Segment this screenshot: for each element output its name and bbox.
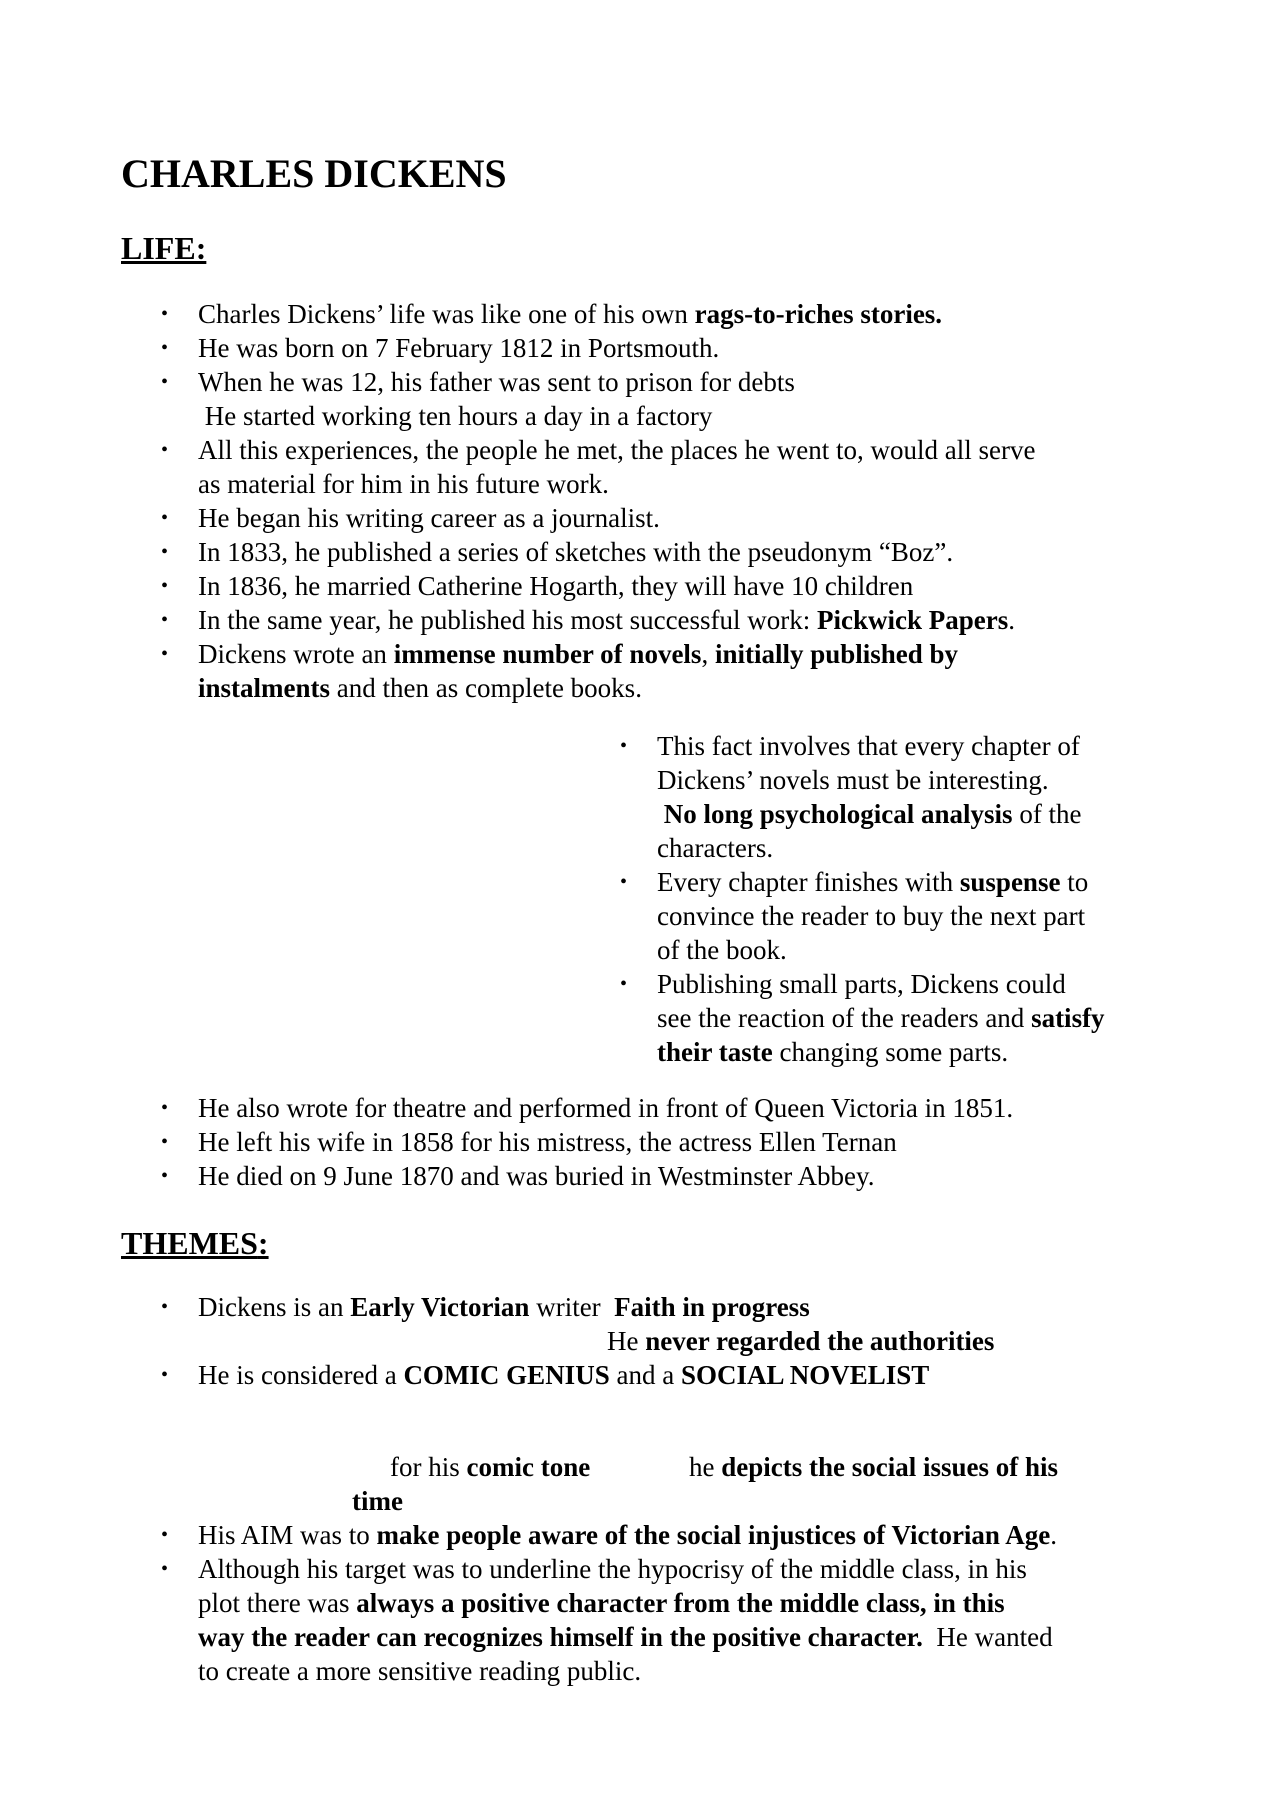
themes-list (161, 1290, 995, 1392)
list-item: • Dickens is an Early Victorian writer Faith in progress He never regarded the authorities (161, 1292, 995, 1356)
themes-heading: THEMES: (121, 1225, 269, 1261)
bullet-icon: • (161, 371, 169, 393)
list-item: • In the same year, he published his most successful work: Pickwick Papers. (161, 605, 1016, 635)
list-item: • This fact involves that every chapter of Dickens’ novels must be interesting. No long psychological analysis of the characters. (620, 731, 1082, 863)
bullet-icon: • (161, 1364, 169, 1386)
bullet-icon: • (620, 735, 628, 757)
bullet-icon: • (161, 1097, 169, 1119)
list-item: • Although his target was to underline the hypocrisy of the middle class, in his plot there was always a positive character from the middle class, in this way the reader can recognizes himself in the positive character. He wanted to create a more sensitive reading public. (161, 1554, 1053, 1686)
bullet-icon: • (161, 575, 169, 597)
list-item: • All this experiences, the people he met, the places he went to, would all serve as material for him in his future work. (161, 435, 1036, 499)
life-heading: LIFE: (121, 230, 207, 266)
list-item: • Publishing small parts, Dickens could see the reaction of the readers and satisfy their taste changing some parts. (620, 969, 1105, 1067)
bullet-icon: • (161, 1131, 169, 1153)
bullet-icon: • (161, 1165, 169, 1187)
bullet-icon: • (161, 337, 169, 359)
social-novelist-note: he depicts the social issues of his (689, 1452, 1059, 1482)
bullet-icon: • (161, 1524, 169, 1546)
bullet-icon: • (161, 1558, 169, 1580)
list-item: • He left his wife in 1858 for his mistress, the actress Ellen Ternan (161, 1127, 897, 1157)
list-item: • Every chapter finishes with suspense to convince the reader to buy the next part of the book. (620, 867, 1089, 965)
bullet-icon: • (620, 973, 628, 995)
list-item: • He also wrote for theatre and performed in front of Queen Victoria in 1851. (161, 1093, 1014, 1123)
bullet-icon: • (620, 871, 628, 893)
bullet-icon: • (161, 507, 169, 529)
life-later-list (161, 1091, 1014, 1193)
page-title: CHARLES DICKENS (121, 151, 507, 196)
list-item: • He is considered a COMIC GENIUS and a SOCIAL NOVELIST (161, 1360, 930, 1390)
list-item: • Dickens wrote an immense number of novels, initially published by instalments and then as complete books. (161, 639, 959, 703)
list-item: • He was born on 7 February 1812 in Portsmouth. (161, 333, 720, 363)
bullet-icon: • (161, 303, 169, 325)
comic-genius-note: for his comic tone (390, 1452, 591, 1482)
list-item: • He began his writing career as a journalist. (161, 503, 660, 533)
bullet-icon: • (161, 1296, 169, 1318)
list-item: • Charles Dickens’ life was like one of his own rags-to-riches stories. (161, 299, 943, 329)
list-item: • He died on 9 June 1870 and was buried in Westminster Abbey. (161, 1161, 875, 1191)
social-novelist-note-continued: time (352, 1486, 403, 1516)
list-item: • In 1836, he married Catherine Hogarth, they will have 10 children (161, 571, 914, 601)
bullet-icon: • (161, 439, 169, 461)
bullet-icon: • (161, 609, 169, 631)
themes-list-continued (161, 1518, 1057, 1688)
list-item: • When he was 12, his father was sent to prison for debts He started working ten hours a day in a factory (161, 367, 795, 431)
bullet-icon: • (161, 541, 169, 563)
list-item: • In 1833, he published a series of sketches with the pseudonym “Boz”. (161, 537, 954, 567)
bullet-icon: • (161, 643, 169, 665)
publication-details-list (620, 729, 1105, 1069)
life-list (161, 297, 1036, 705)
list-item: • His AIM was to make people aware of the social injustices of Victorian Age. (161, 1520, 1057, 1550)
